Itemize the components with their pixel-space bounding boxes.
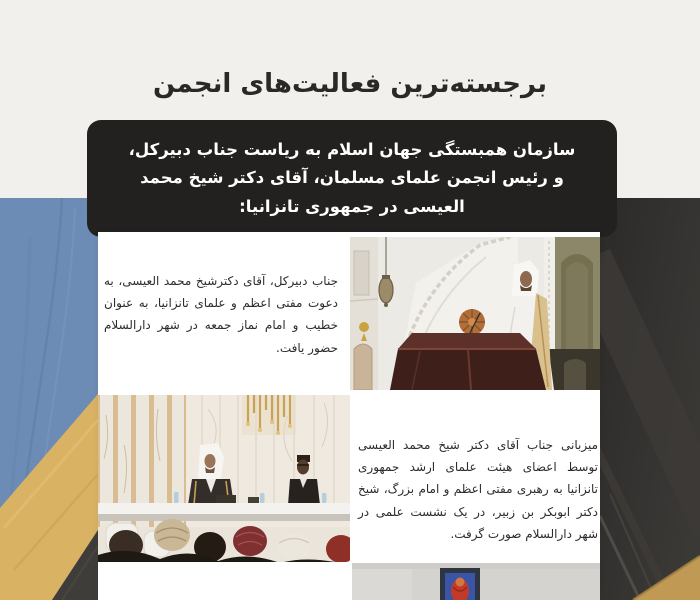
lead-highlight-box	[87, 120, 617, 237]
article-text-scholars-meeting: میزبانی جناب آقای دکتر شیخ محمد العیسی توسط اعضای هیئت علمای ارشد جمهوری تانزانیا به رهبری مفتی اعظم و امام بزرگ، شیخ دکتر ابوبکر بن زبیر، در یک نشست علمی در شهر دارالسلام صورت گرفت.	[358, 438, 598, 541]
lead-text: سازمان همبستگی جهان اسلام به ریاست جناب دبیرکل، و رئیس انجمن علمای مسلمان، آقای دکتر شیخ محمد العیسی در جمهوری تانزانیا:	[128, 139, 576, 216]
scholars-meeting-photo[interactable]	[98, 395, 350, 562]
page-title: برجسته‌ترین فعالیت‌های انجمن	[153, 69, 547, 100]
article-text-friday-sermon: جناب دبیرکل، آقای دکترشیخ محمد العیسی، به دعوت مفتی اعظم و علمای تانزانیا، به عنوان خطیب و امام نماز جمعه در شهر دارالسلام حضور یافت.	[104, 274, 338, 355]
content-panel	[98, 232, 600, 600]
dark-fabric-backdrop	[600, 198, 700, 600]
tanzania-flag-fabric-backdrop	[0, 198, 98, 600]
mosque-sermon-photo[interactable]	[350, 237, 600, 390]
framed-portrait-photo[interactable]	[352, 563, 600, 600]
